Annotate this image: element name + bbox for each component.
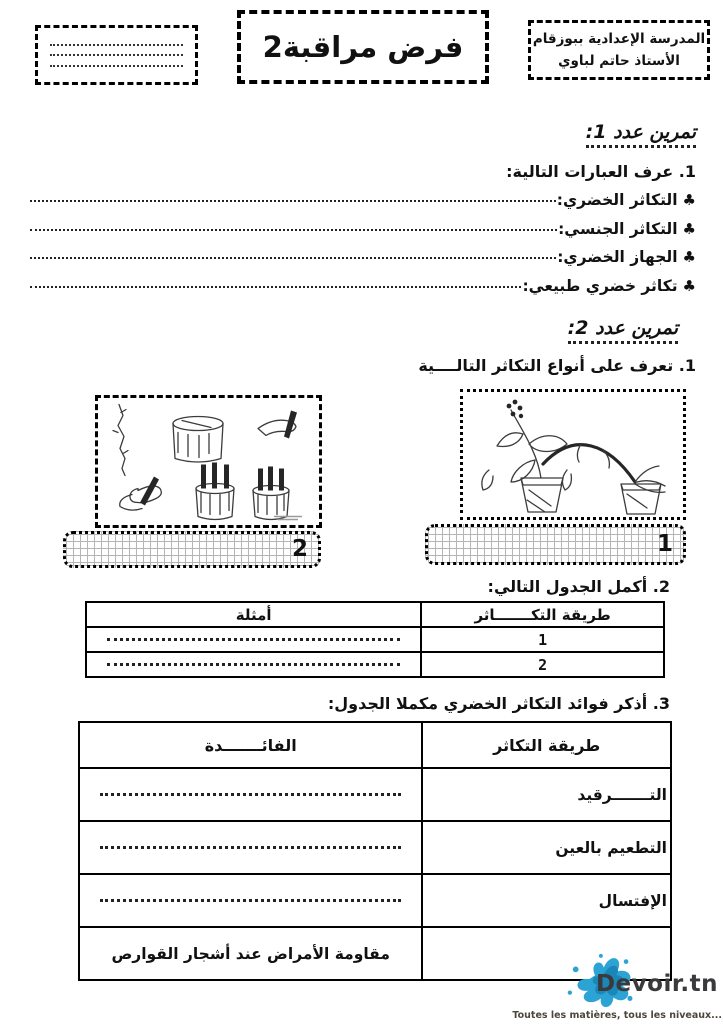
definition-item (30, 248, 696, 277)
club-bullet-icon: ♣ (682, 248, 696, 266)
table1-header-method: طريقة التكـــــــاثر (421, 602, 664, 627)
exercise2-question1: 1. تعرف على أنواع التكاثر التالــــية (418, 356, 696, 375)
club-bullet-icon: ♣ (682, 219, 696, 238)
club-bullet-icon: ♣ (682, 276, 696, 295)
table-row (79, 768, 671, 821)
grafting-sketch (98, 398, 319, 525)
exercise2-question3: 3. أذكر فوائد التكاثر الخضري مكملا الجدول: (327, 694, 670, 713)
layering-sketch (463, 392, 683, 517)
table2-header-benefit: الفائـــــــدة (79, 722, 422, 768)
definitions-list (30, 191, 696, 305)
table-row (79, 874, 671, 927)
answer-strip-right (425, 524, 686, 565)
name-dotted-line (50, 54, 183, 56)
exercise2-question2: 2. أكمل الجدول التالي: (487, 577, 670, 596)
figure-number-label: 2 (291, 536, 308, 562)
examples-answer-cell (86, 652, 421, 677)
figure-number-label: 1 (656, 531, 673, 557)
method-number-cell: 1 (421, 627, 664, 652)
brand-name: Devoir.tn (595, 971, 718, 997)
club-bullet-icon: ♣ (682, 191, 696, 209)
answer-dotted-line (107, 638, 400, 641)
exercise2-heading: تمرين عدد 2: (568, 317, 678, 344)
examples-answer-cell (86, 627, 421, 652)
methods-examples-table (85, 601, 665, 678)
definition-item (30, 277, 696, 306)
answer-dotted-line (30, 286, 521, 288)
answer-dotted-line (100, 846, 401, 849)
table2-header-method: طريقة التكاثر (422, 722, 671, 768)
answer-dotted-line (107, 663, 400, 666)
answer-dotted-line (30, 257, 556, 259)
benefit-answer-cell (79, 768, 422, 821)
school-info-box (528, 20, 710, 80)
brand-tagline: Toutes les matières, tous les niveaux... (512, 1010, 722, 1021)
term-label: الجهاز الخضري: (557, 248, 678, 266)
school-name: المدرسة الإعدادية ببوزقام (532, 31, 706, 47)
method-number-cell: 2 (421, 652, 664, 677)
definition-item (30, 191, 696, 220)
method-cell: التـــــــرقيد (422, 768, 671, 821)
benefit-answer-cell (79, 874, 422, 927)
method-cell: التطعيم بالعين (422, 821, 671, 874)
method-cell: الإفتسال (422, 874, 671, 927)
devoir-logo (512, 950, 724, 1024)
exam-title: فرض مراقبة2 (262, 30, 464, 64)
table-row (86, 627, 664, 652)
term-label: تكاثر خضري طبيعي: (522, 276, 678, 295)
exam-title-box (237, 10, 489, 84)
table-row (86, 652, 664, 677)
layering-illustration (460, 389, 686, 520)
answer-strip-left (63, 531, 321, 568)
table-row (79, 821, 671, 874)
exercise1-question: 1. عرف العبارات التالية: (506, 162, 696, 181)
exercise1-heading: تمرين عدد 1: (586, 121, 696, 148)
answer-dotted-line (100, 899, 401, 902)
name-dotted-line (50, 65, 183, 67)
grafting-illustration (95, 395, 322, 528)
table1-header-examples: أمثلة (86, 602, 421, 627)
answer-dotted-line (30, 200, 556, 202)
answer-dotted-line (100, 793, 401, 796)
methods-benefits-table (78, 721, 672, 981)
term-label: التكاثر الجنسي: (558, 219, 678, 238)
teacher-name: الأستاذ حاتم لباوي (558, 53, 680, 69)
name-dotted-line (50, 44, 183, 46)
answer-dotted-line (30, 229, 557, 231)
benefit-answer-cell (79, 821, 422, 874)
definition-item (30, 220, 696, 249)
term-label: التكاثر الخضري: (556, 191, 678, 209)
student-name-box (35, 25, 198, 85)
benefit-cell: مقاومة الأمراض عند أشجار القوارص (79, 927, 422, 980)
